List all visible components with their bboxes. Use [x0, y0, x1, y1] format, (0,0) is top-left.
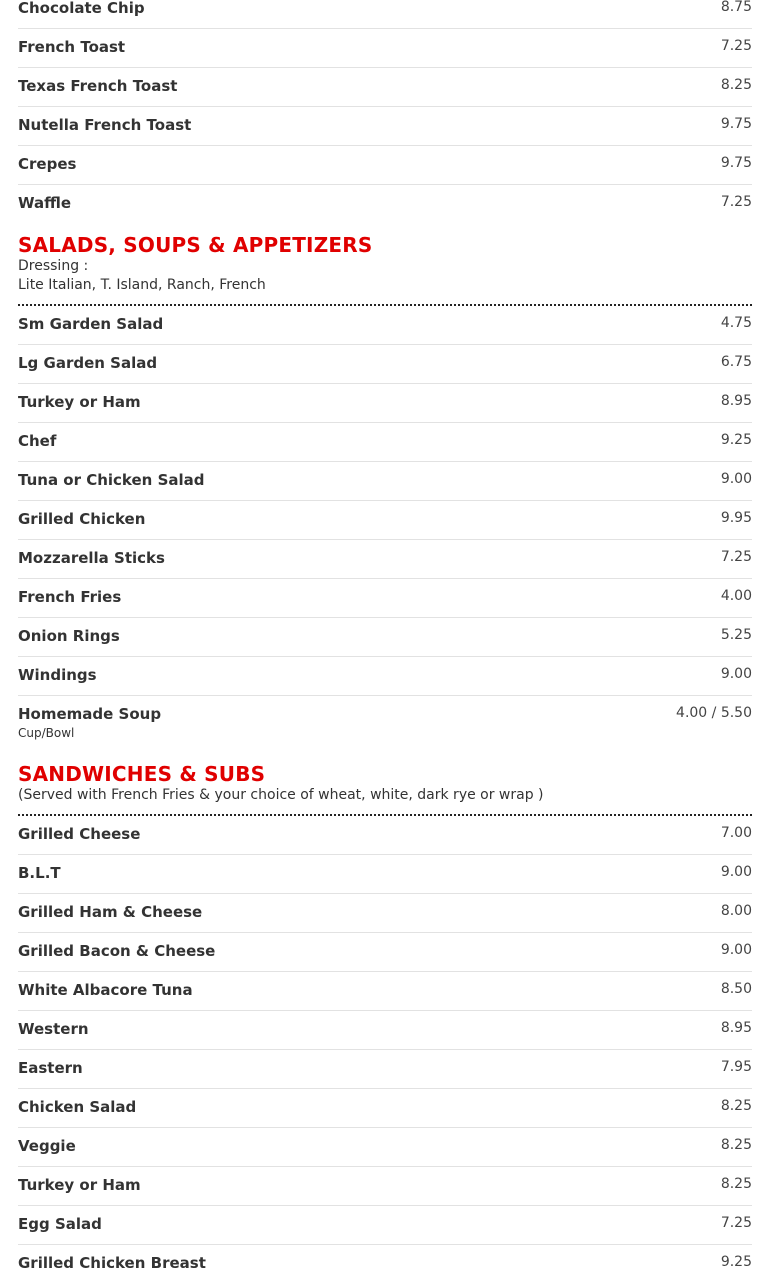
- item-name: Grilled Chicken Breast: [18, 1254, 206, 1272]
- item-name: Western: [18, 1020, 89, 1038]
- menu-item: [18, 1206, 752, 1245]
- item-price: 8.95: [720, 1020, 752, 1036]
- item-name: Nutella French Toast: [18, 116, 192, 134]
- item-name: White Albacore Tuna: [18, 981, 193, 999]
- item-price: 8.00: [720, 903, 752, 919]
- menu-item: [18, 933, 752, 972]
- item-name: Lg Garden Salad: [18, 354, 158, 372]
- item-name: Eastern: [18, 1059, 83, 1077]
- menu-item: [18, 972, 752, 1011]
- menu-item: [18, 696, 752, 744]
- salads-list: [18, 306, 752, 744]
- menu-item: [18, 1128, 752, 1167]
- item-name: B.L.T: [18, 864, 61, 882]
- item-price: 9.75: [720, 155, 752, 171]
- section-description: Dressing :: [18, 258, 89, 274]
- item-name: French Toast: [18, 38, 126, 56]
- item-price: 7.25: [720, 38, 752, 54]
- menu-item: [18, 0, 752, 29]
- item-price: 9.00: [720, 864, 752, 880]
- sandwiches-list: [18, 816, 752, 1283]
- menu-item: [18, 384, 752, 423]
- item-name: Onion Rings: [18, 627, 120, 645]
- breakfast-list: [18, 0, 752, 223]
- menu-item: [18, 345, 752, 384]
- item-name: Texas French Toast: [18, 77, 178, 95]
- menu-item: [18, 816, 752, 855]
- item-price: 9.00: [720, 666, 752, 682]
- item-name: Chef: [18, 432, 57, 450]
- menu-item: [18, 107, 752, 146]
- item-price: 8.25: [720, 1098, 752, 1114]
- item-price: 8.95: [720, 393, 752, 409]
- menu-item: [18, 1050, 752, 1089]
- item-name: Turkey or Ham: [18, 393, 141, 411]
- item-name: Grilled Bacon & Cheese: [18, 942, 216, 960]
- item-price: 7.95: [720, 1059, 752, 1075]
- item-name: Chocolate Chip: [18, 0, 145, 17]
- item-name: Grilled Chicken: [18, 510, 146, 528]
- menu-item: [18, 462, 752, 501]
- item-price: 9.00: [720, 471, 752, 487]
- item-price: 5.25: [720, 627, 752, 643]
- item-name: French Fries: [18, 588, 122, 606]
- item-name: Turkey or Ham: [18, 1176, 141, 1194]
- item-price: 8.25: [720, 1137, 752, 1153]
- item-price: 9.75: [720, 116, 752, 132]
- item-price: 4.00 / 5.50: [676, 705, 752, 721]
- menu-item: [18, 540, 752, 579]
- item-name: Grilled Ham & Cheese: [18, 903, 203, 921]
- item-price: 4.75: [720, 315, 752, 331]
- item-name: Homemade Soup: [18, 705, 162, 723]
- item-price: 7.25: [720, 1215, 752, 1231]
- item-name: Waffle: [18, 194, 72, 212]
- menu-item: [18, 423, 752, 462]
- menu-item: [18, 185, 752, 223]
- menu-item: [18, 657, 752, 696]
- item-price: 9.25: [720, 432, 752, 448]
- item-price: 7.25: [720, 549, 752, 565]
- item-name: Tuna or Chicken Salad: [18, 471, 205, 489]
- section-description: Lite Italian, T. Island, Ranch, French: [18, 277, 266, 293]
- item-price: 4.00: [720, 588, 752, 604]
- menu-item: [18, 306, 752, 345]
- menu-item: [18, 1011, 752, 1050]
- item-price: 7.25: [720, 194, 752, 210]
- item-name: Egg Salad: [18, 1215, 102, 1233]
- section-description: (Served with French Fries & your choice of wheat, white, dark rye or wrap ): [18, 787, 544, 803]
- menu-item: [18, 1245, 752, 1283]
- menu-item: [18, 894, 752, 933]
- menu-page: [18, 0, 752, 1283]
- item-price: 6.75: [720, 354, 752, 370]
- menu-item: [18, 618, 752, 657]
- item-price: 8.25: [720, 77, 752, 93]
- item-name: Veggie: [18, 1137, 76, 1155]
- item-price: 9.25: [720, 1254, 752, 1270]
- item-price: 8.25: [720, 1176, 752, 1192]
- item-price: 9.00: [720, 942, 752, 958]
- item-name: Sm Garden Salad: [18, 315, 164, 333]
- item-price: 9.95: [720, 510, 752, 526]
- item-name: Mozzarella Sticks: [18, 549, 165, 567]
- menu-item: [18, 1167, 752, 1206]
- item-price: 8.50: [720, 981, 752, 997]
- menu-item: [18, 1089, 752, 1128]
- menu-item: [18, 146, 752, 185]
- item-name: Crepes: [18, 155, 77, 173]
- section-title: SALADS, SOUPS & APPETIZERS: [18, 233, 373, 257]
- menu-item: [18, 501, 752, 540]
- menu-item: [18, 68, 752, 107]
- item-price: 7.00: [720, 825, 752, 841]
- item-name: Grilled Cheese: [18, 825, 141, 843]
- item-name: Windings: [18, 666, 97, 684]
- item-subtext: Cup/Bowl: [18, 726, 75, 740]
- sandwiches-section: [18, 744, 752, 1283]
- item-price: 8.75: [720, 0, 752, 15]
- section-title: SANDWICHES & SUBS: [18, 762, 266, 786]
- menu-item: [18, 29, 752, 68]
- menu-item: [18, 579, 752, 618]
- menu-item: [18, 855, 752, 894]
- salads-section: [18, 223, 752, 744]
- item-name: Chicken Salad: [18, 1098, 137, 1116]
